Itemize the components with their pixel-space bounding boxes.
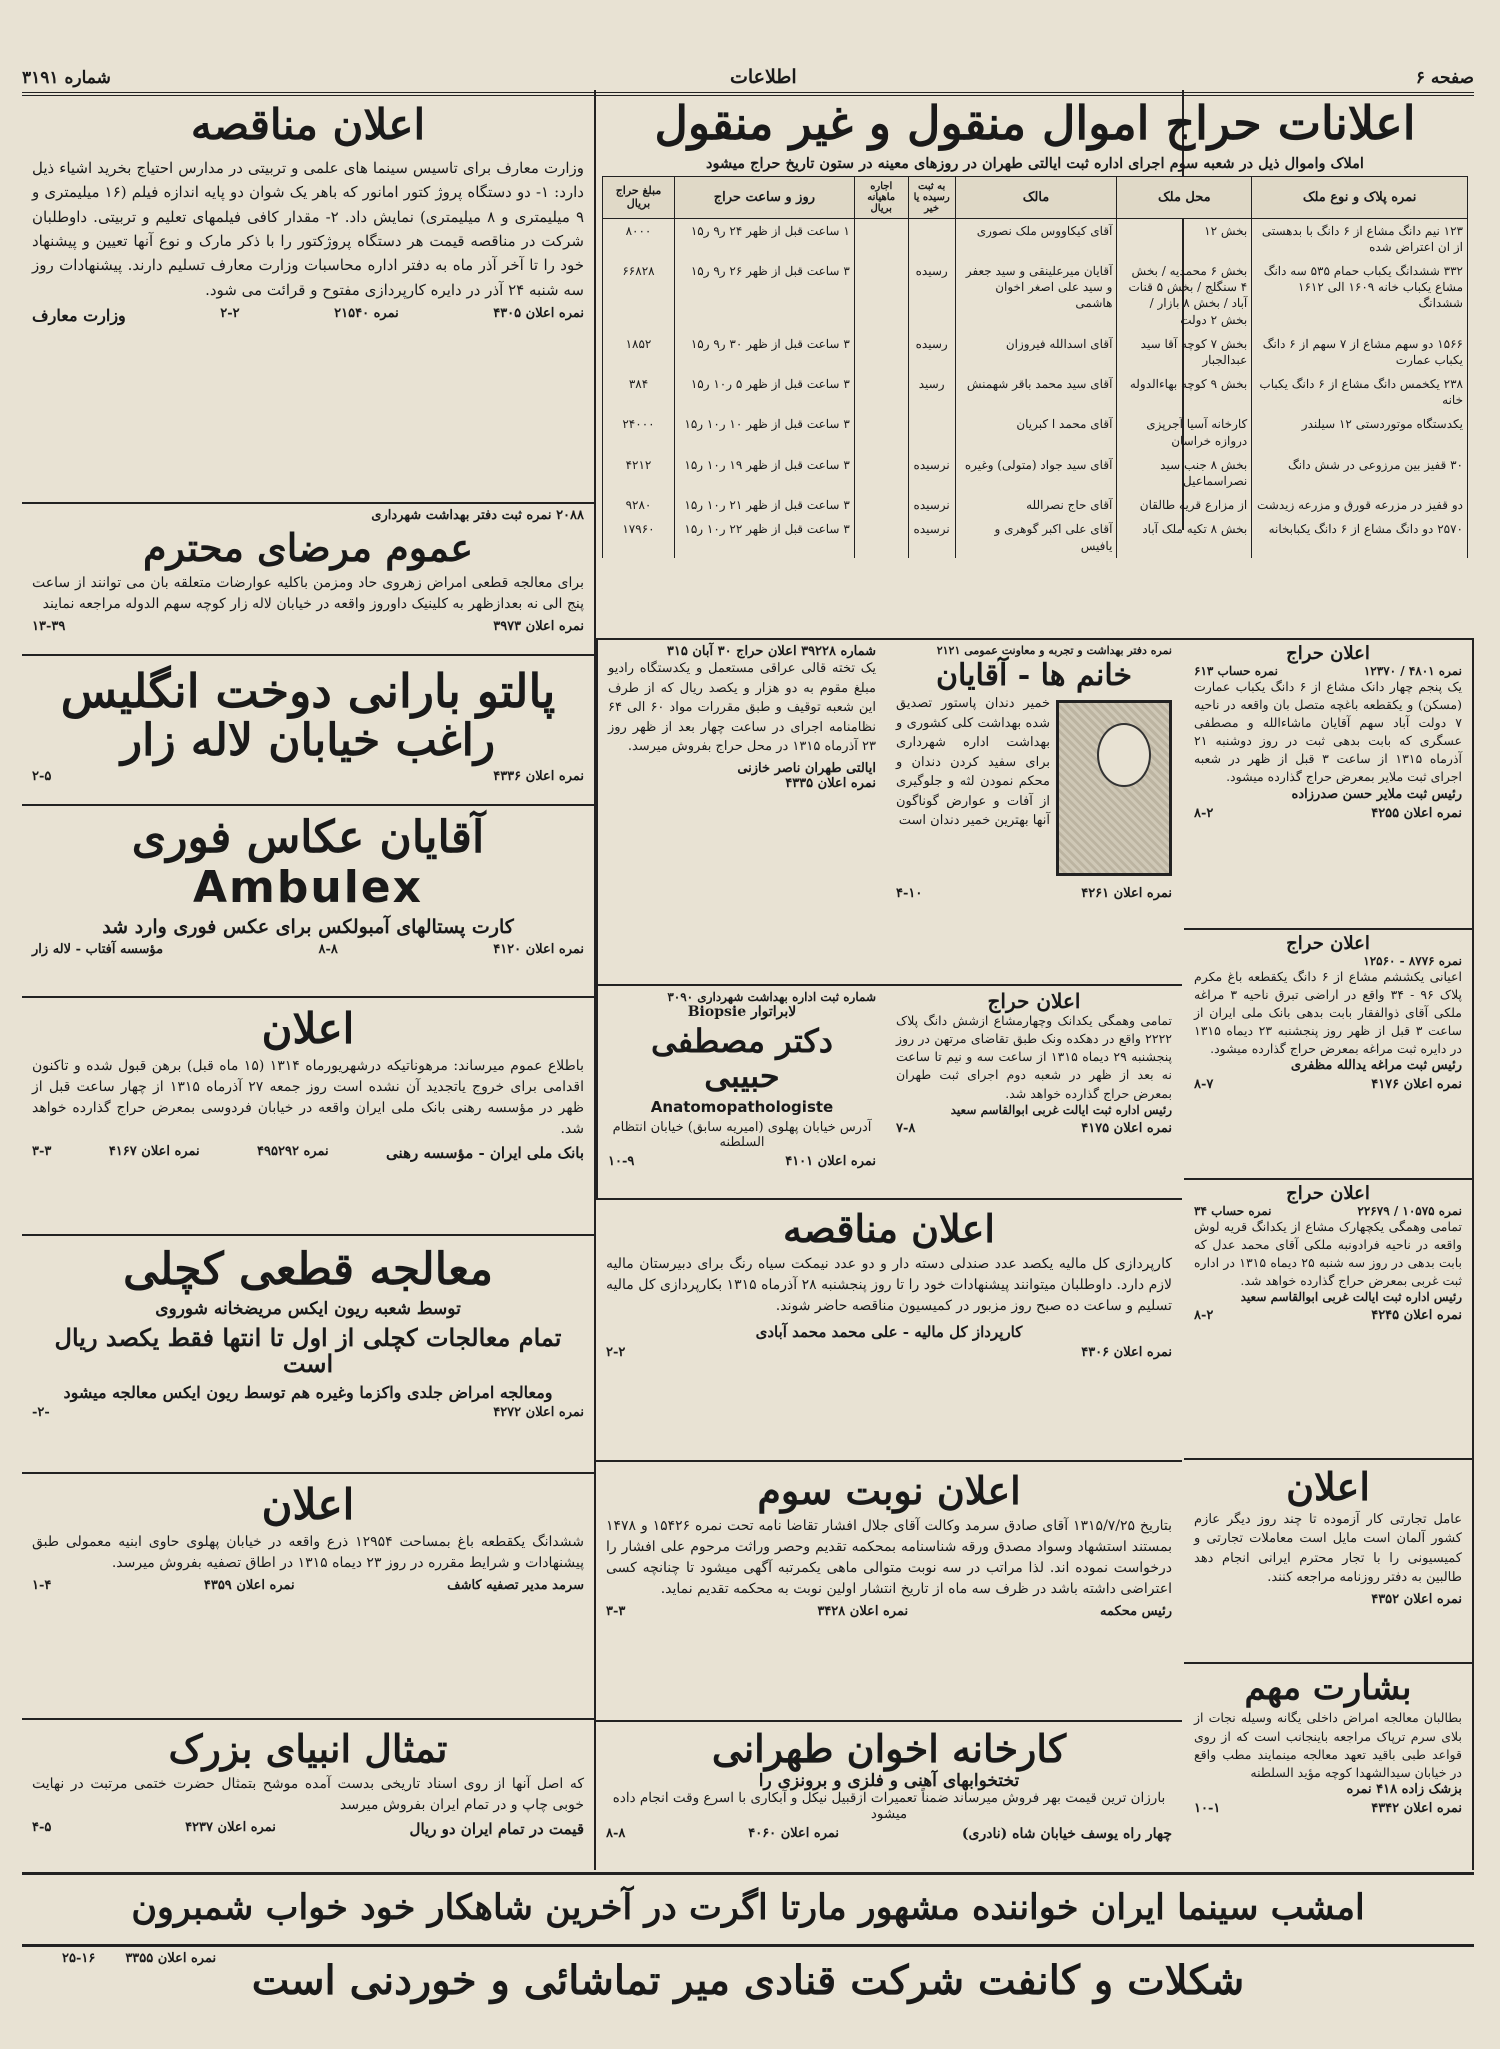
ad-body: باطلاع عموم میرساند: مرهوناتیکه درشهریورماه ۱۳۱۴ (۱۵ ماه قبل) برهن قبول شده و تاکنون اقدامی برای خروج یاتجدید آن نشده است روز جمعه ۲۷ آذرماه ۱۳۱۵ از چهار ساعت قبل از ظهر در مؤسسه رهنی بانک ملی ایران واقعه در خیابان فردوسی بمعرض حراج گذارده خواهد شد. xyxy=(32,1058,584,1138)
table-cell: ۳۸۴ xyxy=(603,372,675,412)
ad-signature: رئیس محکمه xyxy=(1100,1603,1172,1619)
ad-signature: بانک ملی ایران - مؤسسه رهنی xyxy=(386,1144,584,1163)
ad-price: قیمت در تمام ایران دو ریال xyxy=(409,1819,584,1838)
table-cell: ۴۲۱۲ xyxy=(603,453,675,493)
portrait-illustration xyxy=(1056,700,1172,876)
ad-number: نمره اعلان ۳۹۷۳ xyxy=(493,618,584,634)
table-row xyxy=(603,453,1468,493)
ad-ref: ۴-۵ xyxy=(32,1819,52,1835)
ad-body: اعیانی یکششم مشاع از ۶ دانگ یکقطعه باغ مکرم پلاک ۹۶ - ۳۴ واقع در اراضی تبرق ناحیه ۳ مراغه ملکی آقای ذوالفقار بابت بدهی بانک ملی ایران از ساعت ۳ قبل از ظهر روز پنجشنبه ۲۳ دیماه ۱۳۱۵ در دایره ثبت مراغه بمعرض حراج گذارده میشود. xyxy=(1194,968,1463,1057)
table-cell: ۳۰ قفیز بین مرزوعی در شش دانگ xyxy=(1252,453,1468,493)
doctor-name: دکتر مصطفی حبیبی xyxy=(651,1022,833,1096)
coat-ad xyxy=(22,656,594,806)
table-cell: آقای سید محمد باقر شهمنش xyxy=(955,372,1117,412)
table-cell: ۲۴۰۰۰ xyxy=(603,412,675,452)
auction-subtitle: املاک واموال ذیل در شعبه سوم اجرای اداره ثبت ایالتی طهران در روزهای معینه در ستون تاریخ حراج میشود xyxy=(706,154,1364,172)
table-cell xyxy=(854,332,908,372)
maragheh-auction xyxy=(1184,930,1474,1180)
trade-notice xyxy=(1184,1460,1474,1664)
table-cell xyxy=(854,412,908,452)
table-cell: آقای سید جواد (متولی) وغیره xyxy=(955,453,1117,493)
table-cell xyxy=(854,517,908,557)
ad-subtitle: توسط شعبه ریون ایکس مریضخانه شوروی xyxy=(155,1299,461,1320)
ad-ref: ۲-۵ xyxy=(32,768,52,784)
table-cell: آقای علی اکبر گوهری و یافیس xyxy=(955,517,1117,557)
toothpaste-ad xyxy=(886,640,1182,986)
ad-title: اعلان مناقصه xyxy=(190,100,426,149)
ad-number: نمره اعلان ۴۲۴۵ xyxy=(1371,1308,1462,1324)
baldness-ad xyxy=(22,1236,594,1474)
auction-table xyxy=(602,176,1468,558)
table-cell: بخش ۸ تکیه ملک آباد xyxy=(1117,517,1252,557)
ad-body: ششدانگ یکقطعه باغ بمساحت ۱۲۹۵۴ ذرع واقعه در خیابان پهلوی حاوی ابنیه معمولی طبق پیشنهادات و شرایط مقرره در روز ۲۳ دیماه ۱۳۱۵ در اطاق تصفیه بفروش میرسد. xyxy=(32,1534,584,1572)
table-header: مالک xyxy=(955,176,1117,218)
ad-number: نمره اعلان ۴۱۷۵ xyxy=(1081,1120,1172,1136)
table-cell: ۳ ساعت قبل از ظهر ۱۹ ر۱۰ ر۱۵ xyxy=(674,453,854,493)
ad-reg: ۲۰۸۸ نمره ثبت دفتر بهداشت شهرداری xyxy=(371,508,584,523)
ad-title: تمثال انبیای بزرک xyxy=(168,1726,448,1771)
paper-name: اطلاعات xyxy=(729,66,797,88)
table-cell: آقای اسدالله فیروزان xyxy=(955,332,1117,372)
ad-title: معالجه قطعی کچلی xyxy=(123,1244,493,1295)
portrait-ad xyxy=(22,1720,594,1870)
ad-signature: کارپرداز کل مالیه - علی محمد محمد آبادی xyxy=(755,1322,1023,1341)
ad-body: وزارت معارف برای تاسیس سینما های علمی و تربیتی در مدارس احتیاج بخرید اشیاء ذیل دارد: ۱- دو دستگاه پروژ کتور امانور که باهر یک شوان دو پایه اندازه فیلم (۱۶ میلیمتری و ۹ میلیمتری و ۸ میلیمتری) نمایش داد. ۲- مقدار کافی فیلمهای تعلیم و تربیتی. داوطلبان شرکت در مناقصه قیمت هر دستگاه پروژکتور را با ذکر مارک و نوع آنها تعیین و پیشنهاد خود را تا آخر آذر ماه به دفتر اداره محاسبات وزارت معارف تسلیم دارند. پیشنهادات روز سه شنبه ۲۴ آذر در دایره کارپردازی مفتوح و قرائت می شود. xyxy=(32,159,585,299)
ad-title: خانم ها - آقایان xyxy=(935,658,1133,693)
page-number: صفحه ۶ xyxy=(1415,68,1474,88)
photo-ad xyxy=(22,806,594,998)
table-cell: ۳ ساعت قبل از ظهر ۳۰ ر۹ ر۱۵ xyxy=(674,332,854,372)
table-cell: بخش ۶ محمدیه / بخش ۴ سنگلج / بخش ۵ قنات آباد / بخش ۸ بازار / بخش ۲ دولت xyxy=(1117,259,1252,332)
ad-body: یک پنجم چهار دانک مشاع از ۶ دانگ یکباب عمارت (مسکن) و یکقطعه باغچه متصل بان واقعه در ناحیه ۷ دولت آباد سهم آقایان ماشاءالله و مصطفی عسگری که بابت بدهی ثبت در روز دوشنبه ۲۱ آذرماه ۱۳۱۵ از ساعت ۳ قبل از ظهر در شعبه اجرای ثبت ملایر بمعرض حراج گذارده میشود. xyxy=(1194,678,1462,785)
ad-number: نمره اعلان ۴۱۲۰ xyxy=(493,942,584,958)
table-row xyxy=(603,493,1468,517)
third-notice xyxy=(596,1462,1182,1722)
table-cell: آقای حاج نصرالله xyxy=(955,493,1117,517)
garden-notice xyxy=(22,1474,594,1720)
ad-ref: ۳-۳ xyxy=(606,1603,626,1619)
table-cell: ۱۲۳ نیم دانگ مشاع از ۶ دانگ با بدهستی از ان اعتراض شده xyxy=(1252,218,1468,259)
table-cell xyxy=(854,259,908,332)
table-cell: ۳ ساعت قبل از ظهر ۱۰ ر۱۰ ر۱۵ xyxy=(674,412,854,452)
table-cell: کارخانه آسیا آجرپزی دروازه خراسان xyxy=(1117,412,1252,452)
brand-name: Ambulex xyxy=(192,862,424,914)
ad-body: که اصل آنها از روی اسناد تاریخی بدست آمده موشح بتمثال حضرت ختمی مرتبت در نهایت خوبی چاپ و در تمام ایران بفروش میرسد xyxy=(32,1775,584,1813)
issue-number: شماره ۳۱۹۱ xyxy=(22,68,111,88)
ad-body: تمامی وهمگی یکچهارک مشاع از یکدانگ قریه لوش واقعه در ناحیه فرادونبه ملکی آقای محمد عدل که بابت بدهی در روز سه شنبه ۲۵ دیماه ۱۳۱۵ در اداره ثبت غربی بمعرض حراج گذارده خواهد شد. xyxy=(1194,1218,1462,1289)
ad-ref: ۱۰-۱ xyxy=(1194,1800,1221,1816)
ad-pair: ۸-۷ xyxy=(1194,1077,1214,1093)
table-cell xyxy=(854,493,908,517)
table-cell: نرسیده xyxy=(908,453,955,493)
table-cell: بخش ۱۲ xyxy=(1117,218,1252,259)
ad-title: اعلان حراج xyxy=(1286,933,1370,954)
ad-title: آقایان عکاس فوری xyxy=(131,812,485,863)
banner-line-2: شکلات و کانفت شرکت قنادی میر تماشائی و خوردنی است xyxy=(251,1957,1245,2004)
lab-name: لابراتوار Biopsie xyxy=(687,1004,797,1020)
table-cell: ۳ ساعت قبل از ظهر ۲۶ ر۹ ر۱۵ xyxy=(674,259,854,332)
ad-signature: رئیس اداره ثبت ایالت غربی ابوالقاسم سعید xyxy=(950,1102,1172,1117)
table-cell: از مزارع قریه طالقان xyxy=(1117,493,1252,517)
ad-ref: ۲۵-۱۶ xyxy=(62,1951,96,1966)
patients-ad xyxy=(22,504,594,656)
table-row xyxy=(603,332,1468,372)
ad-body: کارپردازی کل مالیه یکصد عدد صندلی دسته دار و دو عدد نیمکت سیاه رنگ برای دبیرستان مالیه لازم دارد. داوطلبان میتوانند پیشنهادات خود را تا روز پنجشنبه ۲۸ آذرماه ۱۳۱۵ بکارپردازی کل مالیه تسلیم و ساعت ده صبح روز مزبور در کمیسیون مناقصه حاضر شوند. xyxy=(606,1255,1173,1314)
table-header: به ثبت رسیده یا خیر xyxy=(908,176,955,218)
ad-title: اعلان xyxy=(261,1480,355,1529)
table-cell: آقایان میرعلینقی و سید جعفر و سید علی اصغر اخوان هاشمی xyxy=(955,259,1117,332)
ad-number: نمره اعلان ۴۳۰۶ xyxy=(1081,1344,1172,1360)
table-cell: رسیده xyxy=(908,332,955,372)
table-cell: ۳ ساعت قبل از ظهر ۲۲ ر۱۰ ر۱۵ xyxy=(674,517,854,557)
ad-body: بارزان ترین قیمت بهر فروش میرساند ضمناً تعمیرات ازقبیل نیکل و آبکاری با اسرع وقت انجام داده میشود xyxy=(612,1790,1166,1823)
ad-signature: رئیس ثبت مراغه یدالله مظفری xyxy=(1290,1058,1462,1074)
ad-title: عموم مرضای محترم xyxy=(142,525,473,570)
table-row xyxy=(603,218,1468,259)
ad-number: نمره اعلان ۴۳۳۶ xyxy=(493,768,584,784)
ad-number: نمره اعلان ۳۴۲۸ xyxy=(817,1603,909,1619)
ad-ref: -۲- xyxy=(32,1405,50,1421)
ad-number: نمره اعلان ۴۲۶۱ xyxy=(1081,886,1172,901)
table-cell: ۳۳۲ ششدانگ یکباب حمام ۵۳۵ سه دانگ مشاع یکباب خانه ۱۶۰۹ الی ۱۶۱۲ ششدانگ xyxy=(1252,259,1468,332)
ad-header: شماره ۳۹۲۲۸ اعلان حراج ۳۰ آبان ۳۱۵ xyxy=(666,644,876,659)
ad-ref: نمره ۸۷۷۶ - ۱۲۵۶۰ xyxy=(1363,953,1462,968)
ad-ref: ۱۳-۳۹ xyxy=(32,618,66,634)
ad-signature: وزارت معارف xyxy=(32,305,126,325)
table-header: اجاره ماهیانه بریال xyxy=(854,176,908,218)
ad-body: عامل تجارتی کار آزموده تا چند روز دیگر عازم کشور آلمان است مایل است معاملات تجارتی و کمیسیونی را با تجار محترم ایرانی انجام دهد طالبین به دفتر روزنامه مراجعه کنند. xyxy=(1194,1511,1462,1586)
auction-table-block xyxy=(596,92,1474,640)
malayer-auction xyxy=(1184,640,1474,930)
bank-notice xyxy=(22,998,594,1236)
ad-number: نمره اعلان ۴۳۴۲ xyxy=(1371,1800,1462,1816)
table-cell xyxy=(854,372,908,412)
ad-offer: تمام معالجات کچلی از اول تا انتها فقط یکصد ریال است xyxy=(54,1323,562,1379)
doctor-specialty: Anatomopathologiste xyxy=(650,1098,834,1117)
ad-ref: ۲-۲ xyxy=(606,1344,626,1360)
ad-code: نمره ۴۹۵۲۹۲ xyxy=(257,1144,329,1160)
table-cell xyxy=(908,412,955,452)
banner-line-1: امشب سینما ایران خواننده مشهور مارتا اگرت در آخرین شاهکار خود خواب شمبرون xyxy=(131,1887,1365,1928)
ad-reg: شماره ثبت اداره بهداشت شهرداری ۳۰۹۰ xyxy=(667,990,876,1004)
ad-signature: سرمد مدیر تصفیه کاشف xyxy=(447,1578,584,1594)
table-cell xyxy=(854,218,908,259)
ad-title: اعلان نوبت سوم xyxy=(757,1468,1021,1513)
factory-ad xyxy=(596,1722,1182,1870)
ad-title: اعلان xyxy=(261,1004,355,1053)
page-header xyxy=(22,48,1474,96)
table-cell: نرسیده xyxy=(908,517,955,557)
table-cell: ۲۵۷۰ دو دانگ مشاع از ۶ دانگ یکبابخانه xyxy=(1252,517,1468,557)
ad-body: بطالبان معالجه امراض داخلی یگانه وسیله نجات از بلای سرم ترپاک مراجعه باینجانب است که از روی قواعد طبی باقید تعهد معالجه مینمایند مطب واقع در خیابان سیدالشهدا کوچه مؤید السلطنه xyxy=(1194,1710,1462,1780)
ad-number: نمره اعلان ۴۱۰۱ xyxy=(785,1154,876,1170)
ad-ref: ۴-۱۰ xyxy=(896,886,923,901)
chairs-tender xyxy=(596,1200,1182,1462)
ad-body: یک تخته قالی عراقی مستعمل و یکدستگاه رادیو مبلغ مقوم به دو هزار و یکصد ریال که از طرف این شعبه توقیف و طبق مقررات مواد ۶۰ الی ۶۴ نظامنامه اجرای در ساعت چهار بعد از ظهر روز ۲۳ آذرماه ۱۳۱۵ در محل حراج بفروش میرسد. xyxy=(608,661,876,754)
table-cell: آقای کیکاووس ملک نصوری xyxy=(955,218,1117,259)
table-cell: ۹۲۸۰ xyxy=(603,493,675,517)
ad-ref: ۱-۴ xyxy=(32,1578,52,1594)
ad-number: نمره اعلان ۴۲۵۵ xyxy=(1371,805,1462,821)
table-cell: رسیده xyxy=(908,259,955,332)
ad-signature: بزشک زاده ۴۱۸ نمره xyxy=(1346,1781,1462,1797)
table-cell: آقای محمد ا کبریان xyxy=(955,412,1117,452)
ad-ref: ۸-۸ xyxy=(606,1826,626,1842)
ad-number: نمره اعلان ۴۲۳۷ xyxy=(185,1819,276,1835)
doctor-ad xyxy=(596,986,886,1200)
ad-number: نمره اعلان ۴۳۵۹ xyxy=(203,1578,295,1594)
ad-ref: نمره ۱۰۵۷۵ / ۲۲۶۷۹ xyxy=(1357,1203,1462,1218)
tender-ad xyxy=(22,92,594,504)
ad-subtitle: راغب خیابان لاله زار xyxy=(120,714,496,766)
table-cell: ۲۳۸ یکخمس دانگ مشاع از ۶ دانگ یکباب خانه xyxy=(1252,372,1468,412)
ad-signature: ایالتی طهران ناصر خازنی xyxy=(737,760,876,776)
table-cell: ۱۷۹۶۰ xyxy=(603,517,675,557)
table-row xyxy=(603,259,1468,332)
ad-title: کارخانه اخوان طهرانی xyxy=(711,1726,1067,1771)
table-cell: رسید xyxy=(908,372,955,412)
table-cell: ۱ ساعت قبل از ظهر ۲۴ ر۹ ر۱۵ xyxy=(674,218,854,259)
table-row xyxy=(603,412,1468,452)
ad-signature: رئیس اداره ثبت ایالت غربی ابوالقاسم سعید xyxy=(1240,1290,1462,1305)
table-cell: ۱۵۶۶ دو سهم مشاع از ۷ سهم از ۶ دانگ یکباب عمارت xyxy=(1252,332,1468,372)
vanak-auction xyxy=(886,986,1182,1200)
table-cell: ۳ ساعت قبل از ظهر ۲۱ ر۱۰ ر۱۵ xyxy=(674,493,854,517)
ad-title: اعلان حراج xyxy=(1286,1183,1370,1204)
table-cell: ۱۸۵۲ xyxy=(603,332,675,372)
table-cell: بخش ۹ کوچه بهاءالدوله xyxy=(1117,372,1252,412)
table-cell: بخش ۷ کوچه آقا سید عبدالجبار xyxy=(1117,332,1252,372)
doctor-address: آدرس خیابان پهلوی (امیریه سابق) خیابان انتظام السلطنه xyxy=(612,1120,872,1151)
ad-account: نمره حساب ۶۱۳ xyxy=(1194,663,1278,678)
ad-account: نمره حساب ۳۴ xyxy=(1194,1203,1272,1218)
ad-reg: نمره دفتر بهداشت و تجربه و معاونت عمومی ۲۱۲۱ xyxy=(936,644,1172,657)
cinema-banner xyxy=(22,1872,1474,1945)
table-cell: نرسیده xyxy=(908,493,955,517)
ad-ref: نمره ۴۸۰۱ / ۱۲۳۷۰ xyxy=(1363,663,1462,678)
ad-signature: رئیس ثبت ملایر حسن صدرزاده xyxy=(1291,786,1462,802)
ad-ref: ۸-۸ xyxy=(318,942,338,958)
table-row xyxy=(603,372,1468,412)
ad-number: نمره اعلان ۴۱۷۶ xyxy=(1371,1077,1462,1093)
ad-ref: ۷-۸ xyxy=(896,1120,916,1136)
table-cell: دو قفیز در مزرعه قورق و مزرعه زیدشت xyxy=(1252,493,1468,517)
auction-title: اعلانات حراج اموال منقول و غیر منقول xyxy=(654,96,1416,150)
table-cell: ۸۰۰۰ xyxy=(603,218,675,259)
table-header: مبلغ حراج بریال xyxy=(603,176,675,218)
ad-number: نمره اعلان ۴۱۶۷ xyxy=(108,1144,200,1160)
ad-ref: ۳-۳ xyxy=(32,1144,52,1160)
table-header: نمره پلاک و نوع ملک xyxy=(1252,176,1468,218)
ad-title: اعلان حراج xyxy=(1286,643,1370,664)
ad-address: چهار راه یوسف خیابان شاه (نادری) xyxy=(961,1826,1172,1843)
table-cell: ۶۶۸۲۸ xyxy=(603,259,675,332)
ad-number: نمره اعلان ۴۳۵۲ xyxy=(1371,1591,1462,1607)
ad-number: نمره اعلان ۴۰۶۰ xyxy=(748,1826,840,1842)
ad-number: نمره اعلان ۴۲۷۲ xyxy=(493,1405,584,1421)
lush-auction xyxy=(1184,1180,1474,1460)
ad-title: پالتو بارانی دوخت انگلیس xyxy=(60,664,556,718)
ad-body: ومعالجه امراض جلدی واکزما وغیره هم توسط ریون ایکس معالجه میشود xyxy=(63,1382,553,1402)
table-cell: بخش ۸ جنب سید نصراسماعیل xyxy=(1117,453,1252,493)
ad-body: تمامی وهمگی یکدانک وچهارمشاع ازشش دانگ پلاک ۲۲۲۲ واقع در دهکده ونک طبق تقاضای مرتهن در روز پنجشنبه ۲۹ دیماه ۱۳۱۵ از ساعت سه و نیم تا ساعت نه بعد از ظهر در شعبه دوم اجرای ثبت طهران بمعرض حراج گذارده خواهد شد. xyxy=(896,1013,1172,1101)
ad-body: کارت پستالهای آمبولکس برای عکس فوری وارد شد xyxy=(102,916,514,939)
confectionery-banner xyxy=(22,1944,1474,2039)
ad-pair: ۸-۲ xyxy=(1194,1308,1214,1324)
table-cell xyxy=(908,218,955,259)
ad-body: برای معالجه قطعی امراض زهروی حاد ومزمن باکلیه عوارضات متعلقه بان می توانند از ساعت پنج الی نه بعدازظهر به کلینیک داوروز واقعه در خیابان لاله زار کوچه سهم الدوله مراجعه نمایند xyxy=(32,574,584,612)
ad-signature: مؤسسه آفتاب - لاله زار xyxy=(32,942,164,958)
ad-title: اعلان xyxy=(1286,1464,1370,1509)
ad-subtitle: تختخوابهای آهنی و فلزی و برونزی را xyxy=(758,1770,1020,1791)
ad-ref: ۲-۲ xyxy=(220,305,240,321)
ad-number: نمره اعلان ۳۳۵۵ xyxy=(125,1951,217,1966)
table-header: محل ملک xyxy=(1117,176,1252,218)
table-header: روز و ساعت حراج xyxy=(674,176,854,218)
ad-code: نمره ۲۱۵۴۰ xyxy=(334,305,399,321)
ad-ref: ۱۰-۹ xyxy=(608,1154,635,1170)
table-cell xyxy=(854,453,908,493)
ad-number: نمره اعلان ۴۳۳۵ xyxy=(785,775,876,791)
ad-number: نمره اعلان ۴۳۰۵ xyxy=(493,305,584,321)
ad-pair: ۸-۲ xyxy=(1194,805,1214,821)
table-cell: ۳ ساعت قبل از ظهر ۵ ر۱۰ ر۱۵ xyxy=(674,372,854,412)
carpet-auction xyxy=(596,640,886,986)
ad-title: اعلان مناقصه xyxy=(783,1206,995,1251)
ad-body: خمیر دندان پاستور تصدیق شده بهداشت کلی کشوری و بهداشت اداره شهرداری برای سفید کردن دندان و محکم نمودن لثه و جلوگیری از آفات و عوارض گوناگون آنها بهترین خمیر دندان است xyxy=(896,696,1050,828)
table-row xyxy=(603,517,1468,557)
ad-title: اعلان حراج xyxy=(987,989,1081,1013)
ad-body: بتاریخ ۱۳۱۵/۷/۲۵ آقای صادق سرمد وکالت آقای جلال افشار تقاضا نامه تحت نمره ۱۵۴۲۶ و ۱۴۷۸ بمستند استشهاد وسواد مصدق ورقه شناسنامه بمحکمه تقدیم وحصر وراثت مرحوم علی افشار را درخواست نموده اند. لذا مراتب در سه نوبت متوالی ماهی یکمرتبه آگهی میشود تا چنانچه کسی اعتراضی داشته باشد در ظرف سه ماه از تاریخ انتشار اولین نوبت به محکمه تقدیم نماید. xyxy=(606,1517,1173,1597)
good-news-ad xyxy=(1184,1664,1474,1870)
ad-title: بشارت مهم xyxy=(1244,1668,1412,1708)
table-cell: یکدستگاه موتوردستی ۱۲ سیلندر xyxy=(1252,412,1468,452)
